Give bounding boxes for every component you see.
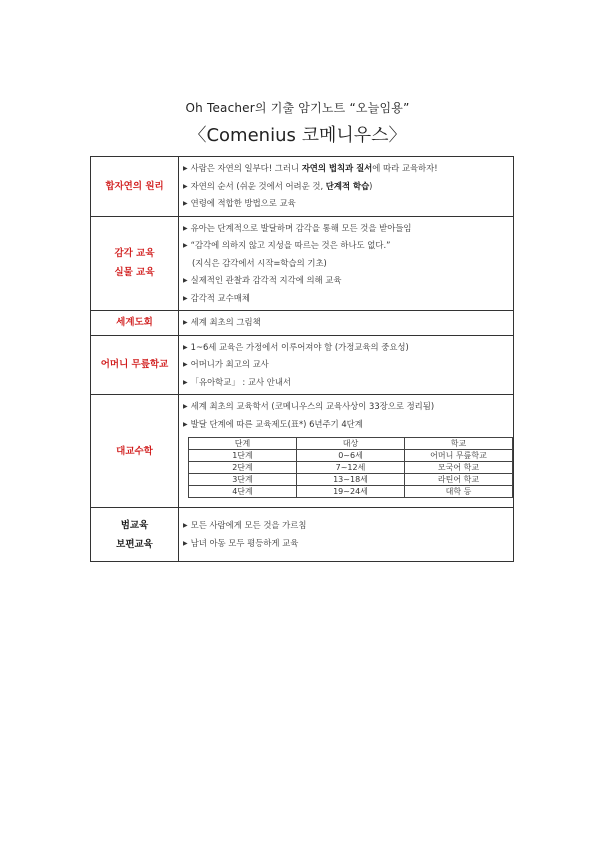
triangle-bullet-icon: ▶	[183, 319, 188, 326]
row-label	[91, 395, 179, 508]
list-item: ▶ 유아는 단계적으로 발달하며 감각을 통해 모든 것을 받아들임	[183, 220, 513, 238]
triangle-bullet-icon: ▶	[183, 200, 188, 207]
list-item: ▶ 남녀 아동 모두 평등하게 교육	[183, 535, 513, 553]
table-cell: 2단계	[189, 462, 297, 474]
table-row	[91, 395, 514, 508]
triangle-bullet-icon: ▶	[183, 420, 188, 428]
triangle-bullet-icon: ▶	[183, 522, 188, 529]
table-cell: 19~24세	[297, 486, 405, 498]
list-item: ▶ 발달 단계에 따른 교육제도(표*) 6년주기 4단계	[183, 416, 513, 434]
table-cell: 라틴어 학교	[405, 474, 513, 486]
emphasis-text: 자연의 법칙과 질서	[301, 163, 373, 173]
table-cell: 0~6세	[297, 450, 405, 462]
table-cell: 3단계	[189, 474, 297, 486]
list-item: ▶ 1~6세 교육은 가정에서 이루어져야 함 (가정교육의 중요성)	[183, 339, 513, 357]
row-label	[91, 216, 179, 311]
row-content	[179, 395, 514, 508]
label-line: 보편교육	[116, 538, 153, 550]
summary-table	[90, 156, 514, 562]
list-item: ▶ 사람은 자연의 일부다! 그러니 자연의 법칙과 질서에 따라 교육하자!	[183, 160, 513, 178]
table-row	[91, 157, 514, 217]
list-item: ▶ 연령에 적합한 방법으로 교육	[183, 195, 513, 213]
table-cell: 모국어 학교	[405, 462, 513, 474]
list-item: ▶ “감각에 의하지 않고 지성을 따르는 것은 하나도 없다.”	[183, 237, 513, 255]
table-cell: 4단계	[189, 486, 297, 498]
row-label	[91, 335, 179, 395]
stage-table-row	[189, 486, 513, 498]
list-item: ▶ 세계 최초의 교육학서 (코메니우스의 교육사상이 33장으로 정리됨)	[183, 398, 513, 416]
column-header: 대상	[297, 438, 405, 450]
list-item: ▶ 실제적인 관찰과 감각적 지각에 의해 교육	[183, 272, 513, 290]
triangle-bullet-icon: ▶	[183, 403, 188, 410]
document-title: 〈Comenius 코메니우스〉	[188, 125, 407, 146]
column-header: 학교	[405, 438, 513, 450]
triangle-bullet-icon: ▶	[183, 361, 188, 368]
emphasis-text: 단계적 학습	[325, 180, 370, 191]
stage-table	[188, 437, 513, 498]
table-cell: 어머니 무릎학교	[405, 450, 513, 462]
triangle-bullet-icon: ▶	[183, 343, 188, 351]
list-item: ▶ 모든 사람에게 모든 것을 가르침	[183, 517, 513, 535]
label-line: 합자연의 원리	[105, 180, 164, 192]
list-item: ▶ 「유아학교」 : 교사 안내서	[183, 374, 513, 392]
column-header: 단계	[189, 438, 297, 450]
row-content	[179, 335, 514, 395]
table-row	[91, 311, 514, 336]
label-line: 감각 교육	[114, 248, 155, 260]
table-row	[91, 216, 514, 311]
stage-table-row	[189, 450, 513, 462]
triangle-bullet-icon: ▶	[183, 294, 188, 302]
stage-table-row	[189, 462, 513, 474]
row-content	[179, 311, 514, 336]
label-line: 실물 교육	[114, 267, 155, 279]
row-content	[179, 216, 514, 311]
triangle-bullet-icon: ▶	[183, 277, 188, 284]
label-line: 대교수학	[116, 445, 153, 457]
table-cell: 7~12세	[297, 462, 405, 474]
table-cell: 대학 등	[405, 486, 513, 498]
row-label	[91, 508, 179, 562]
table-cell: 1단계	[189, 450, 297, 462]
list-item: ▶ 감각적 교수매체	[183, 290, 513, 308]
stage-table-row	[189, 474, 513, 486]
triangle-bullet-icon: ▶	[183, 242, 188, 249]
list-item-note: (지식은 감각에서 시작=학습의 기초)	[192, 257, 327, 268]
stage-table-header	[189, 438, 513, 450]
label-line: 어머니 무릎학교	[100, 359, 169, 371]
triangle-bullet-icon: ▶	[183, 182, 188, 190]
triangle-bullet-icon: ▶	[183, 224, 188, 232]
table-cell: 13~18세	[297, 474, 405, 486]
triangle-bullet-icon: ▶	[183, 539, 188, 547]
table-row	[91, 335, 514, 395]
triangle-bullet-icon: ▶	[183, 378, 188, 386]
list-item: ▶ 세계 최초의 그림책	[183, 314, 513, 332]
list-item: ▶ 어머니가 최고의 교사	[183, 356, 513, 374]
row-content	[179, 508, 514, 562]
label-line: 범교육	[120, 519, 149, 531]
document-subtitle: Oh Teacher의 기출 암기노트 “오늘임용”	[185, 101, 410, 115]
row-label	[91, 157, 179, 217]
row-content	[179, 157, 514, 217]
label-line: 세계도회	[116, 317, 153, 329]
triangle-bullet-icon: ▶	[183, 165, 188, 172]
list-item: ▶ 자연의 순서 (쉬운 것에서 어려운 것, 단계적 학습)	[183, 178, 513, 196]
table-row	[91, 508, 514, 562]
row-label	[91, 311, 179, 336]
